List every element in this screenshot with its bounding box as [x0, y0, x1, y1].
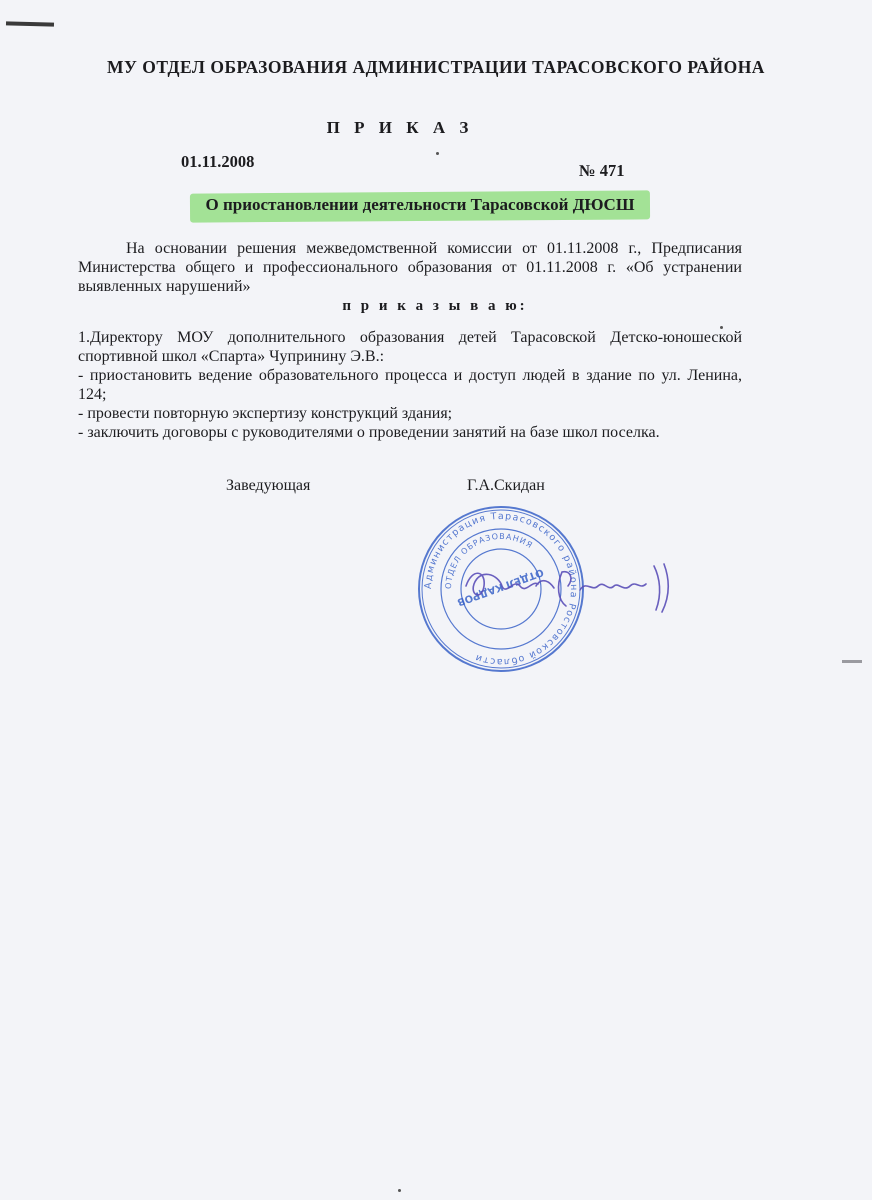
organization-header: МУ ОТДЕЛ ОБРАЗОВАНИЯ АДМИНИСТРАЦИИ ТАРАСОВСКОГО РАЙОНА — [107, 57, 765, 77]
preamble-paragraph: На основании решения межведомственной комиссии от 01.11.2008 г., Предписания Министерства общего и профессионального образования от 01.11.2008 г. «Об устранении выявленных нарушений» — [78, 240, 742, 295]
document-title: П Р И К А З — [326, 118, 474, 137]
order-subject: О приостановлении деятельности Тарасовской ДЮСШ — [205, 195, 635, 214]
signatory-name: Г.А.Скидан — [467, 477, 545, 494]
speck — [398, 1189, 401, 1192]
stamp-inner-text: ОТДЕЛ ОБРАЗОВАНИЯ — [443, 531, 535, 590]
order-item: - приостановить ведение образовательного процесса и доступ людей в здание по ул. Ленина, 124; — [78, 367, 742, 403]
order-date: 01.11.2008 — [181, 152, 255, 171]
stamp-outer-text: Администрация Тарасовского района Ростовской области — [422, 510, 580, 668]
speck — [436, 152, 439, 155]
order-number: № 471 — [579, 161, 625, 180]
signatory-position: Заведующая — [226, 477, 311, 494]
order-item: 1.Директору МОУ дополнительного образования детей Тарасовской Детско-юношеской спортивной школ «Спарта» Чупринину Э.В.: — [78, 329, 742, 365]
scan-mark — [6, 21, 54, 26]
scan-mark — [842, 660, 862, 663]
order-item: - провести повторную экспертизу конструкций здания; — [78, 405, 453, 422]
handwritten-signature — [458, 556, 698, 616]
stamp-center-text: ОТДЕЛ КАДРОВ — [455, 565, 545, 608]
order-item: - заключить договоры с руководителями о проведении занятий на базе школ поселка. — [78, 424, 660, 441]
decree-word: п р и к а з ы в а ю: — [342, 298, 528, 314]
order-items — [78, 328, 742, 442]
